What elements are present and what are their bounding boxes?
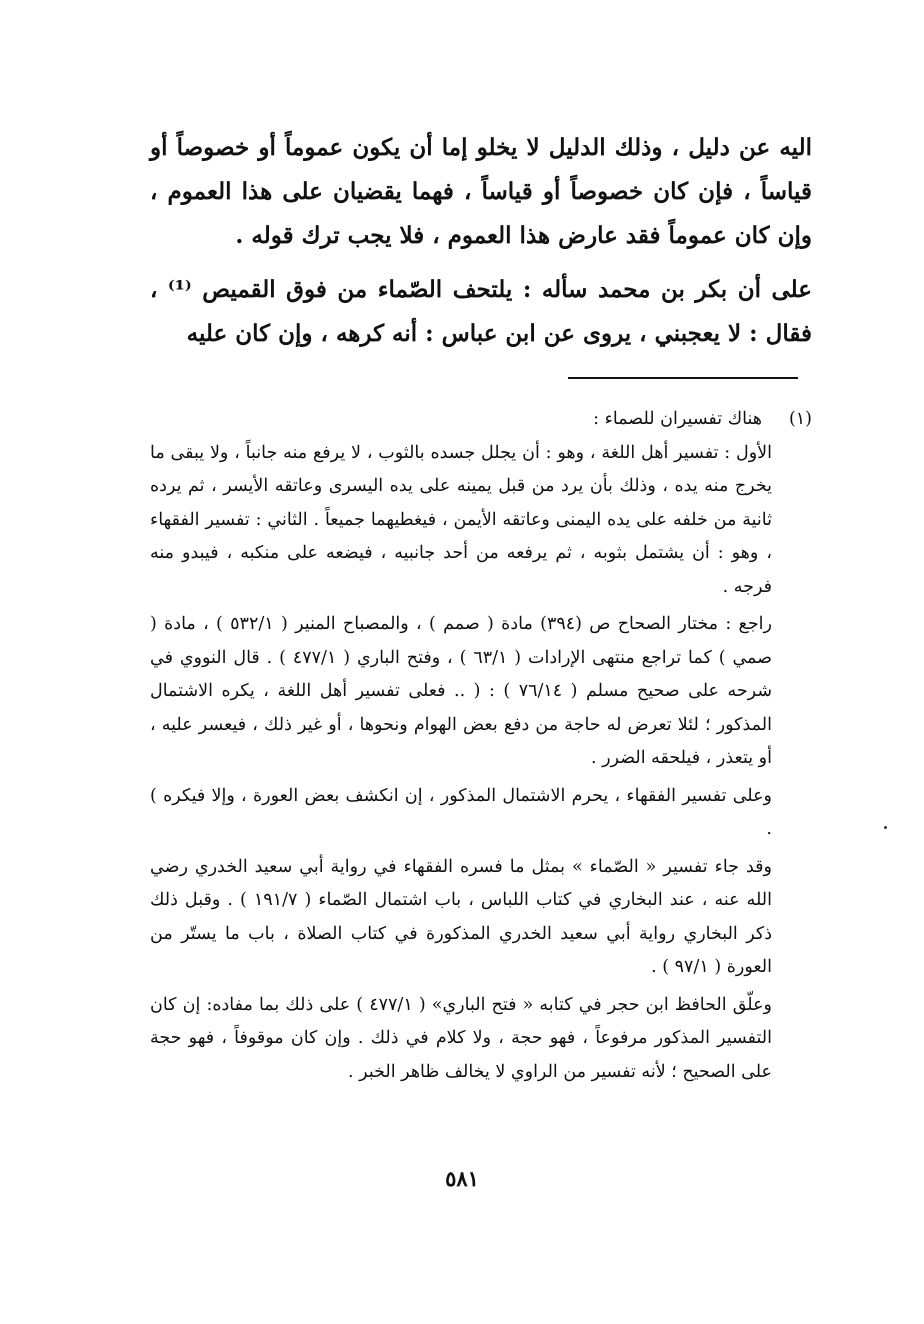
- scan-speck: [884, 826, 887, 829]
- footnote-number: (١): [788, 409, 812, 429]
- page-number: ٥٨١: [445, 1166, 479, 1191]
- main-paragraph-1: اليه عن دليل ، وذلك الدليل لا يخلو إما أن يكون عموماً أو خصوصاً أو قياساً ، فإن كان خصوصاً أو قياساً ، فهما يقضيان على هذا العموم ، وإن كان عموماً فقد عارض هذا العموم ، فلا يجب ترك قوله .: [150, 134, 812, 249]
- footnote-block-4: وقد جاء تفسير « الصّماء » بمثل ما فسره الفقهاء في رواية أبي سعيد الخدري رضي الله عنه ، عند البخاري في كتاب اللباس ، باب اشتمال الصّماء ( ١٩١/٧ ) . وقبل ذلك ذكر البخاري رواية أبي سعيد الخدري المذكورة في كتاب الصلاة ، باب ما يستّر من العورة ( ٩٧/١ ) .: [150, 856, 772, 977]
- footnote-heading-row: [150, 403, 812, 437]
- main-text: [150, 126, 812, 366]
- footnote-block-3: وعلى تفسير الفقهاء ، يحرم الاشتمال المذكور ، إن انكشف بعض العورة ، وإلا فيكره ) .: [150, 785, 772, 839]
- footnotes: [150, 403, 812, 1093]
- footnote-separator: [568, 377, 798, 379]
- footnote-block-1: الأول : تفسير أهل اللغة ، وهو : أن يجلل جسده بالثوب ، لا يرفع منه جانباً ، ولا يبقى ما يخرج منه يده ، وذلك بأن يرد من قبل يمينه على يده اليسرى وعاتقه الأيسر ، ثم يرده ثانية من خلفه على يده اليمنى وعاتقه الأيمن ، فيغطيهما جميعاً . الثاني : تفسير الفقهاء ، وهو : أن يشتمل بثوبه ، ثم يرفعه من أحد جانبيه ، فيضعه على منكبه ، فيبدو منه فرجه .: [150, 442, 772, 597]
- main-paragraph-2: على أن بكر بن محمد سأله : يلتحف الصّماء من فوق القميص ⁽¹⁾ ، فقال : لا يعجبني ، يروى عن ابن عباس : أنه كرهه ، وإن كان عليه: [150, 276, 812, 347]
- footnote-block-5: وعلّق الحافظ ابن حجر في كتابه « فتح الباري» ( ٤٧٧/١ ) على ذلك بما مفاده: إن كان التفسير المذكور مرفوعاً ، فهو حجة ، ولا كلام في ذلك . وإن كان موقوفاً ، فهو حجة على الصحيح ؛ لأنه تفسير من الراوي لا يخالف ظاهر الخبر .: [150, 994, 772, 1082]
- footnote-block-2: راجع : مختار الصحاح ص (٣٩٤) مادة ( صمم ) ، والمصباح المنير ( ٥٣٢/١ ) ، مادة ( صمي ) كما تراجع منتهى الإرادات ( ٦٣/١ ) ، وفتح الباري ( ٤٧٧/١ ) . قال النووي في شرحه على صحيح مسلم ( ٧٦/١٤ ) : ( .. فعلى تفسير أهل اللغة ، يكره الاشتمال المذكور ؛ لئلا تعرض له حاجة من دفع بعض الهوام ونحوها ، أو غير ذلك ، فيعسر عليه ، أو يتعذر ، فيلحقه الضرر .: [150, 614, 773, 768]
- footnote-heading: هناك تفسيران للصماء :: [593, 409, 762, 429]
